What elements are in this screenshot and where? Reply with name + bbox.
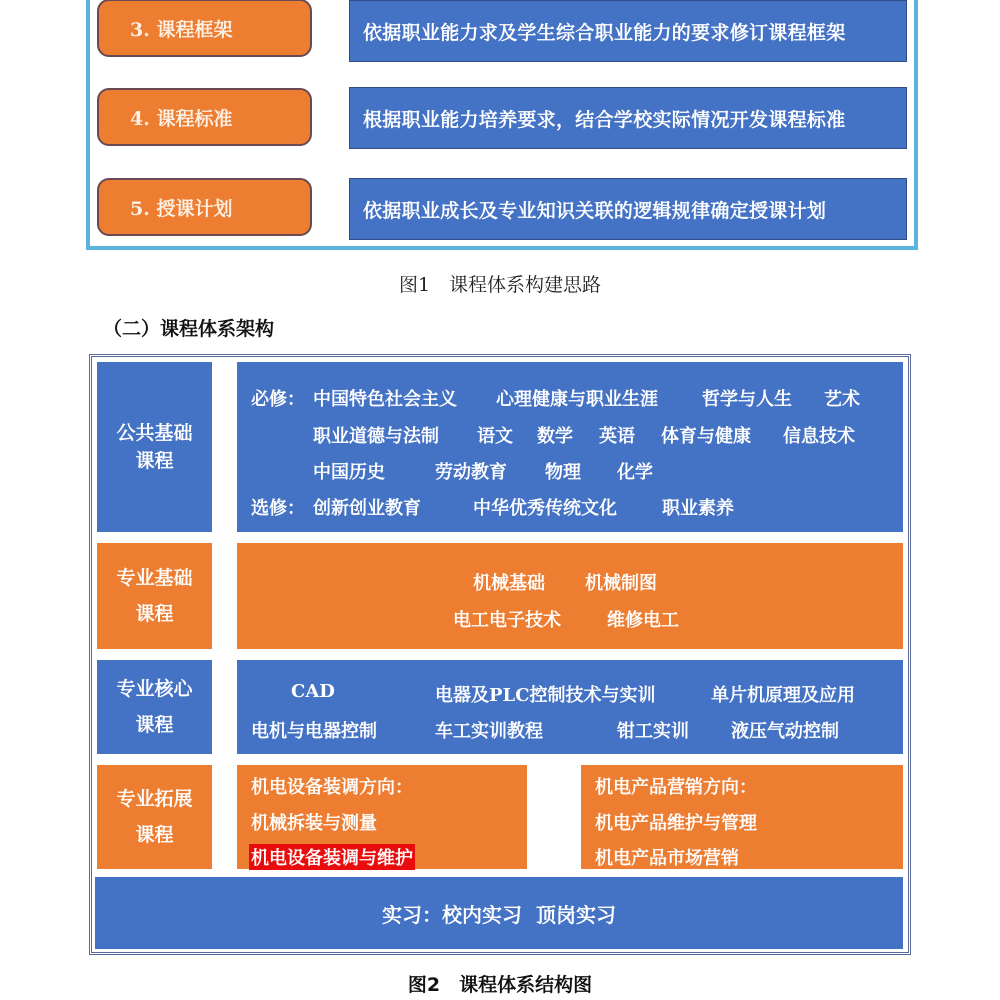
professional-basic-label-line1: 专业基础 xyxy=(116,566,193,589)
course-item: 信息技术 xyxy=(783,426,855,447)
professional-core-label xyxy=(97,660,212,754)
course-item: 体育与健康 xyxy=(661,426,751,447)
professional-core-label-line1: 专业核心 xyxy=(116,677,193,700)
course-item: 劳动教育 xyxy=(435,462,507,483)
course-item: 钳工实训 xyxy=(617,721,689,742)
step-4-label: 4. 课程标准 xyxy=(97,88,312,146)
professional-extension-label-line1: 专业拓展 xyxy=(116,787,193,810)
public-basic-label-line1: 公共基础 xyxy=(116,421,193,444)
step-3-label: 3. 课程框架 xyxy=(97,0,312,57)
professional-core-label-line2: 课程 xyxy=(135,714,174,736)
course-item: 哲学与人生 xyxy=(702,389,792,410)
course-item: 机械基础 xyxy=(473,573,545,594)
course-item: 艺术 xyxy=(824,389,860,410)
section-heading: （二）课程体系架构 xyxy=(103,318,275,340)
course-item: 物理 xyxy=(545,462,581,483)
elective-prefix: 选修： xyxy=(251,498,305,519)
course-item: 职业素养 xyxy=(662,498,734,519)
figure1-caption: 图1 课程体系构建思路 xyxy=(398,274,602,296)
professional-basic-label-line2: 课程 xyxy=(135,603,174,625)
course-item: 机械制图 xyxy=(585,573,657,594)
course-item: 数学 xyxy=(537,426,573,447)
course-item: 机电产品市场营销 xyxy=(595,848,739,869)
step-5-label: 5. 授课计划 xyxy=(97,178,312,236)
course-item: 车工实训教程 xyxy=(435,721,543,742)
course-item: 电器及PLC控制技术与实训 xyxy=(435,685,656,706)
step-5-description: 依据职业成长及专业知识关联的逻辑规律确定授课计划 xyxy=(349,178,907,240)
course-item: 职业道德与法制 xyxy=(313,426,439,447)
course-item: 化学 xyxy=(617,462,653,483)
professional-extension-label xyxy=(97,765,212,869)
course-item: 中国特色社会主义 xyxy=(313,389,457,410)
course-item: 心理健康与职业生涯 xyxy=(496,389,658,410)
course-item: 单片机原理及应用 xyxy=(711,685,855,706)
public-basic-label xyxy=(97,362,212,532)
professional-extension-label-line2: 课程 xyxy=(135,824,174,846)
course-item: CAD xyxy=(291,681,335,702)
direction-title: 机电设备装调方向： xyxy=(251,777,413,798)
course-item: 中国历史 xyxy=(313,462,385,483)
professional-basic-content xyxy=(237,543,903,649)
course-item: 创新创业教育 xyxy=(313,498,421,519)
public-basic-content xyxy=(237,362,903,532)
course-item: 电机与电器控制 xyxy=(251,721,377,742)
course-item: 中华优秀传统文化 xyxy=(473,498,617,519)
figure2-caption: 图2 课程体系结构图 xyxy=(407,974,593,996)
direction-equipment-assembly xyxy=(237,765,527,869)
course-item: 维修电工 xyxy=(607,610,679,631)
course-item: 语文 xyxy=(477,426,513,447)
direction-title: 机电产品营销方向： xyxy=(595,777,757,798)
professional-core-content xyxy=(237,660,903,754)
internship-bar: 实习：校内实习 顶岗实习 xyxy=(95,877,903,949)
course-item: 机电产品维护与管理 xyxy=(595,813,757,834)
direction-product-marketing xyxy=(581,765,903,869)
step-4-description: 根据职业能力培养要求，结合学校实际情况开发课程标准 xyxy=(349,87,907,149)
course-item: 机械拆装与测量 xyxy=(251,813,377,834)
course-item: 英语 xyxy=(599,426,635,447)
public-basic-label-line2: 课程 xyxy=(135,450,174,472)
course-item-highlighted: 机电设备装调与维护 xyxy=(249,844,415,870)
course-item: 液压气动控制 xyxy=(731,721,839,742)
professional-basic-label xyxy=(97,543,212,649)
step-3-description: 依据职业能力求及学生综合职业能力的要求修订课程框架 xyxy=(349,0,907,62)
required-prefix: 必修： xyxy=(251,389,305,410)
course-item: 电工电子技术 xyxy=(453,610,561,631)
